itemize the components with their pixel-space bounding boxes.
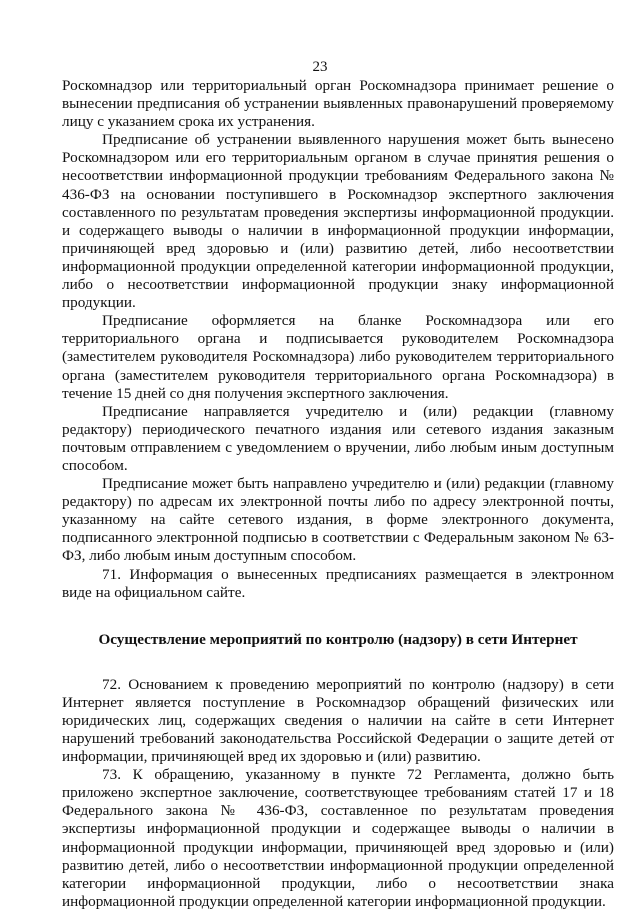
- paragraph-prescription-grounds: Предписание об устранении выявленного нарушения может быть вынесено Роскомнадзором или его территориальным органом в случае принятия решения о несоответствии информационной продукции требованиям Федерального закона № 436-ФЗ на основании поступившего в Роскомнадзор экспертного заключения составленного по результатам проведения экспертизы информационной продукции. и содержащего выводы о наличии в информационной продукции информации, причиняющей вред здоровью и (или) развитию детей, либо несоответствии информационной продукции определенной категории информационной продукции, либо о несоответствии информационной продукции знаку информационной продукции.: [62, 131, 614, 312]
- paragraph-73: 73. К обращению, указанному в пункте 72 Регламента, должно быть приложено экспертное заключение, соответствующее требованиям статей 17 и 18 Федерального закона № 436-ФЗ, составленное по результатам проведения экспертизы информационной продукции и содержащее выводы о наличии в информационной продукции информации, причиняющей вред здоровью и (или) развитию детей, либо о несоответствии информационной продукции определенной категории информационной продукции, либо о несоответствии знака информационной продукции определенной категории информационной продукции.: [62, 766, 614, 910]
- paragraph-71: 71. Информация о вынесенных предписаниях размещается в электронном виде на официальном сайте.: [62, 565, 614, 601]
- paragraph-intro: Роскомнадзор или территориальный орган Роскомнадзора принимает решение о вынесении предписания об устранении выявленных правонарушений проверяемому лицу с указанием срока их устранения.: [62, 77, 614, 131]
- paragraph-prescription-form: Предписание оформляется на бланке Роскомнадзора или его территориального органа и подписывается руководителем Роскомнадзора (заместителем руководителя Роскомнадзора) либо руководителем территориального органа (заместителем руководителя территориального органа Роскомнадзора) в течение 15 дней со дня получения экспертного заключения.: [62, 312, 614, 402]
- paragraph-72: 72. Основанием к проведению мероприятий по контролю (надзору) в сети Интернет является поступление в Роскомнадзор обращений физических или юридических лиц, содержащих сведения о наличии на сайте в сети Интернет нарушений требований законодательства Российской Федерации о защите детей от информации, причиняющей вред их здоровью и (или) развитию.: [62, 675, 614, 766]
- paragraph-prescription-delivery: Предписание направляется учредителю и (или) редакции (главному редактору) периодического печатного издания или сетевого издания заказным почтовым отправлением с уведомлением о вручении, либо любым иным доступным способом.: [62, 402, 614, 474]
- page-number: 23: [312, 59, 328, 75]
- document-body: [62, 77, 614, 911]
- paragraph-prescription-email: Предписание может быть направлено учредителю и (или) редакции (главному редактору) по адресам их электронной почты либо по адресу электронной почты, указанному на сайте сетевого издания, в форме электронного документа, подписанного электронной подписью в соответствии с Федеральным законом № 63-ФЗ, либо любым иным доступным способом.: [62, 475, 614, 565]
- section-heading: Осуществление мероприятий по контролю (надзору) в сети Интернет: [98, 630, 578, 648]
